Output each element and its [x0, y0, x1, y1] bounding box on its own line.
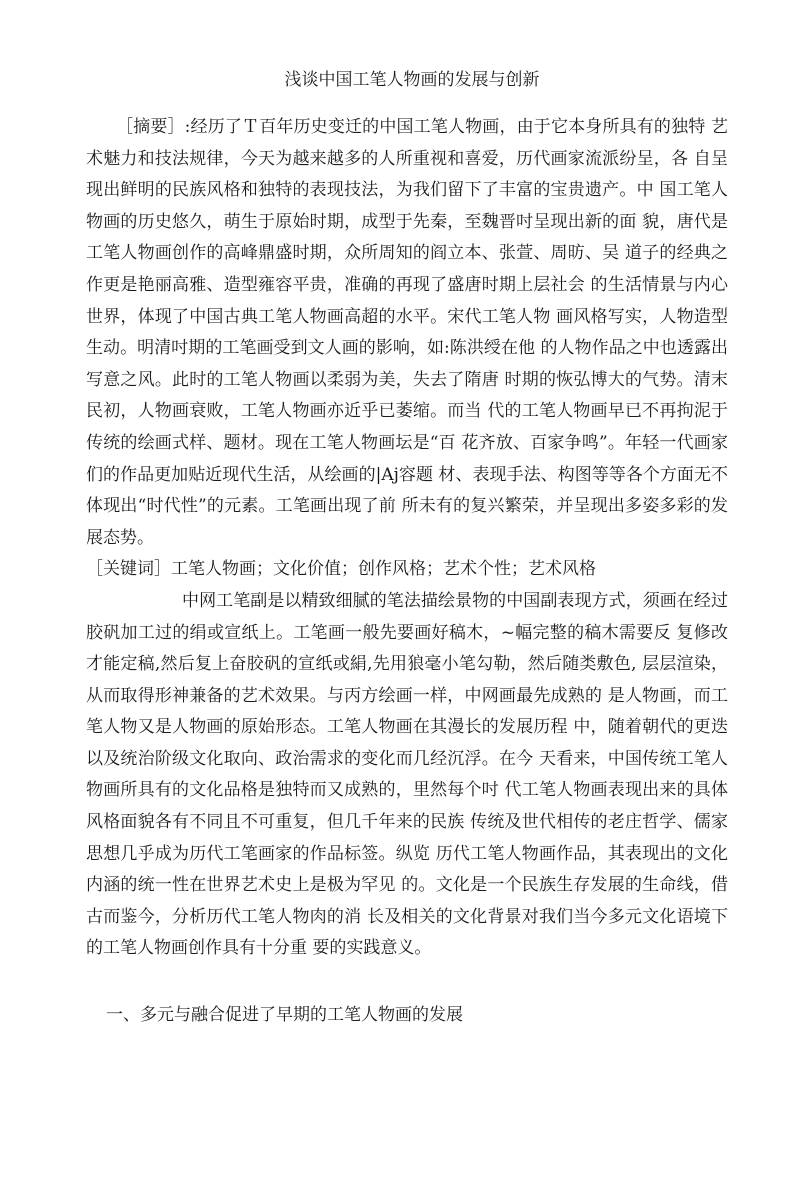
keywords-line: ［关键词］工笔人物画；文化价值；创作风格；艺术个性；艺术风格 — [86, 559, 596, 580]
body-paragraph: 中网工笔副是以精致细腻的笔法描绘景物的中国副表现方式，须画在经过胶矾加工过的绢或宣纸上。工笔画一般先要画好稿木，~幅完整的稿木需要反 复修改才能定稿,然后复上奋胶矾的宣纸或絹,先用狼毫小笔勾勒，然后随类敷色, 层层渲染，从而取得形神兼备的艺术效果。与丙方绘画一样，中网画最先成熟的 是人物画，而工笔人物又是人物画的原始形态。工笔人物画在其漫长的发展历程 中，随着朝代的更迭以及统治阶级文化取向、政治需求的变化而几经沉浮。在今 天看来，中国传统工笔人物画所具有的文化品格是独特而又成熟的，里然每个吋 代工笔人物画表现出来的具体风格面貌各有不同且不可重复，但几千年来的民族 传统及世代相传的老庄哲学、儒家思想几乎成为历代工笔画家的作品标签。纵览 历代工笔人物画作品，其表现出的文化内涵的统一性在世界艺术史上是极为罕见 的。文化是一个民族生存发展的生命线，借古而鉴今，分析历代工笔人物肉的消 长及相关的文化背景对我们当今多元文化语境下的工笔人物画创作具有十分重 要的实践意义。 — [86, 590, 728, 959]
abstract-paragraph: ［摘要］:经历了Ｔ百年历史变迁的中国工笔人物画，由于它本身所具有的独特 艺术魅力和技法规律，今天为越来越多的人所重视和喜爱，历代画家流派纷呈，各 自呈现出鲜明的民族风格和独特的表现技法，为我们留下了丰富的宝贵遗产。中 国工笔人物画的历史悠久，萌生于原始时期，成型于先秦，至魏晋吋呈现出新的面 貌，唐代是工笔人物画创作的高峰鼎盛时期，众所周知的阎立本、张萱、周昉、吴 道子的经典之作更是艳丽高雅、造型雍容平贵，准确的再现了盛唐时期上层社会 的生活情景与内心世界，体现了中国古典工笔人物画高超的水平。宋代工笔人物 画风格写实，人物造型生动。明清吋期的工笔画受到文人画的影响，如:陈洪绶在他 的人物作品之中也透露出写意之风。此时的工笔人物画以柔弱为美，失去了隋唐 时期的恢弘博大的气势。清末民初，人物画衰败，工笔人物画亦近乎已萎缩。而当 代的工笔人物画早已不再拘泥于传统的绘画式样、题材。现在工笔人物画坛是“百 花齐放、百家争鸣”。年轻一代画家们的作品更加贴近现代生活，从绘画的|Aj容题 材、表现手法、构图等等各个方面无不体现出“时代性”的元素。工笔画出现了前 所未有的复兴繁荣，并呈现出多姿多彩的发展态势。 — [86, 117, 728, 548]
document-title: 浅谈中国工笔人物画的发展与创新 — [284, 70, 540, 90]
section-heading: 一、多元与融合促进了早期的工笔人物画的发展 — [106, 1005, 463, 1026]
